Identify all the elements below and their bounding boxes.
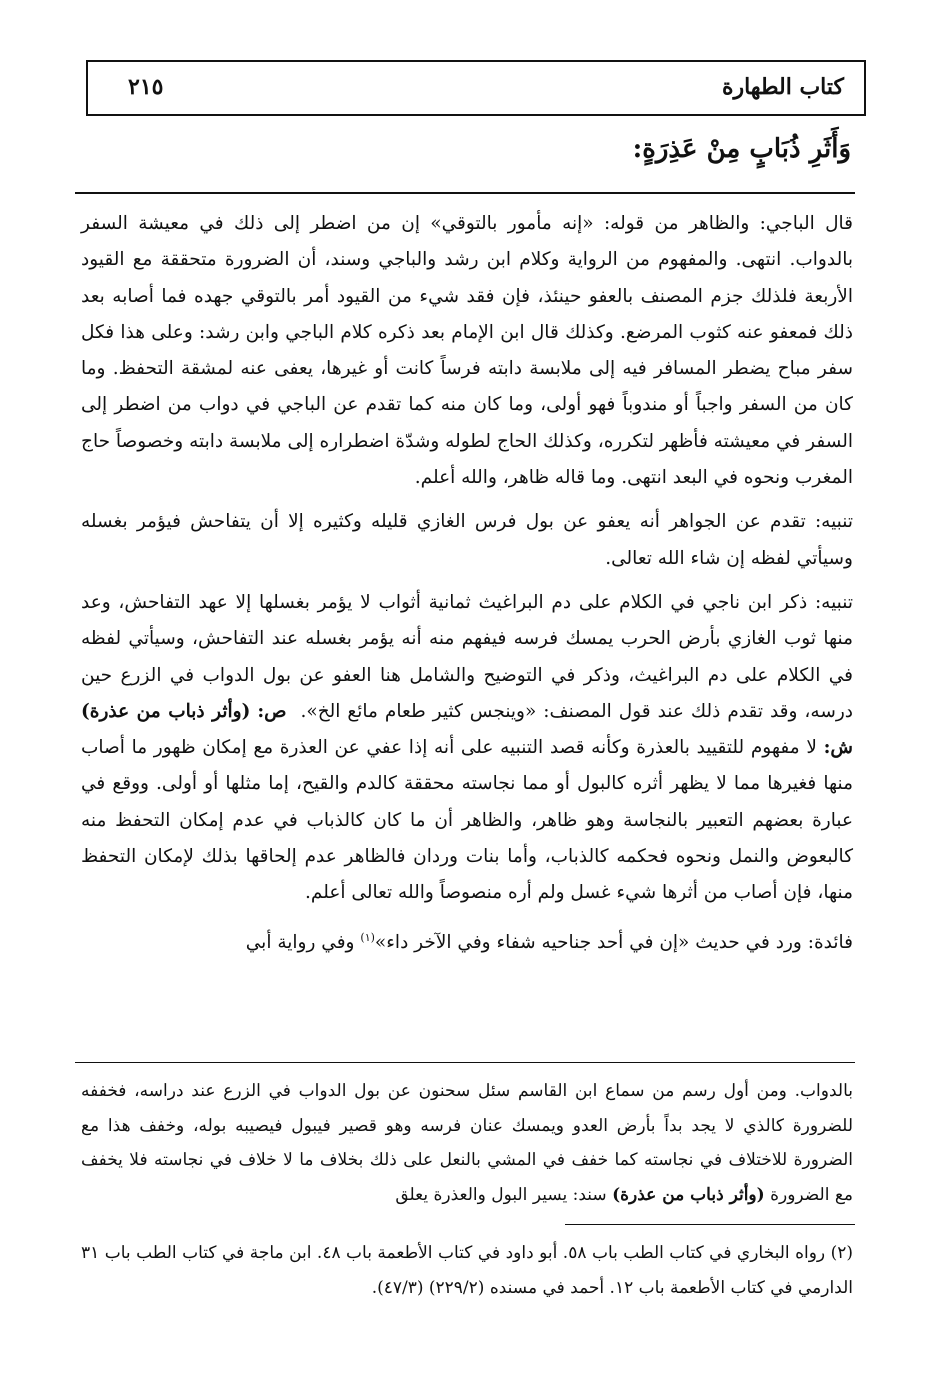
paragraph-faida bbox=[81, 920, 853, 961]
tanbih-2-text: تنبيه: ذكر ابن ناجي في الكلام على دم البراغيث ثمانية أثواب لا يؤمر بغسلها إلا عهد التفاحش، وعد منها ثوب الغازي بأرض الحرب يمسك فرسه فيفهم منه أنه يؤمر بغسله عند التفاحش، وسيأتي لفظه في الكلام على دم البراغيث، وذكر في التوضيح والشامل هنا العفو عن بول الدواب في الزرع حين درسه، وقد تقدم ذلك عند قول المصنف: «وينجس كثير طعام مائع الخ». bbox=[81, 591, 853, 722]
commentary-quote: (وأثر ذباب من عذرة) bbox=[612, 1184, 765, 1205]
commentary-text-end: سند: يسير البول والعذرة يعلق bbox=[395, 1184, 607, 1205]
section-heading: وَأَثَرِ ذُبَابٍ مِنْ عَذِرَةٍ: bbox=[632, 134, 851, 164]
sharh-text: لا مفهوم للتقييد بالعذرة وكأنه قصد التنبيه على أنه إذا عفي عن العذرة مع إمكان ظهور ما أصاب منها فغيرها مما لا يظهر أثره كالبول أو مما نجاسته محققة كالدم والقيح، إما مثلها أو أولى. ووقع في عبارة بعضهم التعبير بالنجاسة وهو ظاهر، والظاهر أن ما كان كالذباب في عدم إمكان التحفظ منه كالبعوض والنمل ونحوه فحكمه كالذباب، وأما بنات وردان فالظاهر عدم إلحاقها بذلك لإمكان التحفظ منها، فإن أصاب من أثرها شيء غسل ولم أره منصوصاً والله تعالى أعلم. bbox=[81, 737, 853, 904]
footnote bbox=[81, 1236, 853, 1305]
footnote-text: (٢) رواه البخاري في كتاب الطب باب ٥٨. أبو داود في كتاب الأطعمة باب ٤٨. ابن ماجة في كتاب الطب باب ٣١ الدارمي في كتاب الأطعمة باب ١٢. أحمد في مسنده (٢٢٩/٢) (٤٧/٣). bbox=[81, 1243, 853, 1298]
heading-divider bbox=[75, 192, 855, 194]
paragraph-tanbih-1: تنبيه: تقدم عن الجواهر أنه يعفو عن بول فرس الغازي قليله وكثيره إلا أن يتفاحش فيؤمر بغسله وسيأتي لفظه إن شاء الله تعالى. bbox=[81, 511, 853, 569]
commentary-paragraph bbox=[81, 1074, 853, 1212]
page-number: ٢١٥ bbox=[128, 74, 164, 100]
sharh-label: ش: bbox=[823, 737, 853, 759]
main-text bbox=[81, 206, 853, 965]
footnote-divider bbox=[565, 1224, 855, 1225]
footnote-ref: (١) bbox=[360, 930, 375, 944]
matn-quote: (وأثر ذباب من عذرة) bbox=[81, 700, 251, 722]
faida-text: فائدة: ورد في حديث «إن في أحد جناحيه شفاء وفي الآخر داء» bbox=[374, 931, 853, 953]
commentary-divider bbox=[75, 1062, 855, 1063]
faida-text-end: وفي رواية أبي bbox=[245, 931, 355, 953]
matn-label: ص: bbox=[257, 700, 287, 722]
running-header bbox=[86, 60, 866, 116]
commentary-text: بالدواب. ومن أول رسم من سماع ابن القاسم سئل سحنون عن بول الدواب في الزرع عند دراسه، فخففه للضرورة كالذي لا يجد بداً بأرض العدو ويمسك عنان فرسه وهو قصير فيبول فيصيبه بوله، وخفف هذا مع الضرورة للاختلاف في نجاسته كما خفف في المشي بالنعل على ذلك بخلاف ما لا خلاف في نجاسته فلا يخفف مع الضرورة bbox=[81, 1081, 853, 1205]
commentary-block bbox=[81, 1074, 853, 1212]
chapter-title: كتاب الطهارة bbox=[721, 74, 844, 100]
paragraph-baji: قال الباجي: والظاهر من قوله: «إنه مأمور بالتوقي» إن من اضطر إلى ذلك في معيشة السفر بالدواب. انتهى. والمفهوم من الرواية وكلام ابن رشد والباجي وسند، أن الضرورة متحققة مع القيود الأربعة فلذلك جزم المصنف بالعفو حينئذ، فإن فقد شيء من القيود أمر بالتوقي جهده فما أصابه بعد ذلك فمعفو عنه كثوب المرضع. وكذلك قال ابن الإمام بعد ذكره كلام الباجي وابن رشد: وعلى هذا فكل سفر مباح يضطر المسافر فيه إلى ملابسة دابته فرساً كانت أو غيرها، يعفى عنه لمشقة التحفظ. وما كان من السفر واجباً أو مندوباً فهو أولى، وما كان منه كما تقدم عن الباجي في دواب من اضطر إلى السفر في معيشته فأظهر لتكرره، وكذلك الحاج لطوله وشدّة اضطراره إلى ملابسة دابته وخصوصاً حاج المغرب ونحوه في البعد انتهى. وما قاله ظاهر، والله أعلم. bbox=[81, 213, 853, 489]
paragraph-tanbih-2 bbox=[81, 585, 853, 912]
